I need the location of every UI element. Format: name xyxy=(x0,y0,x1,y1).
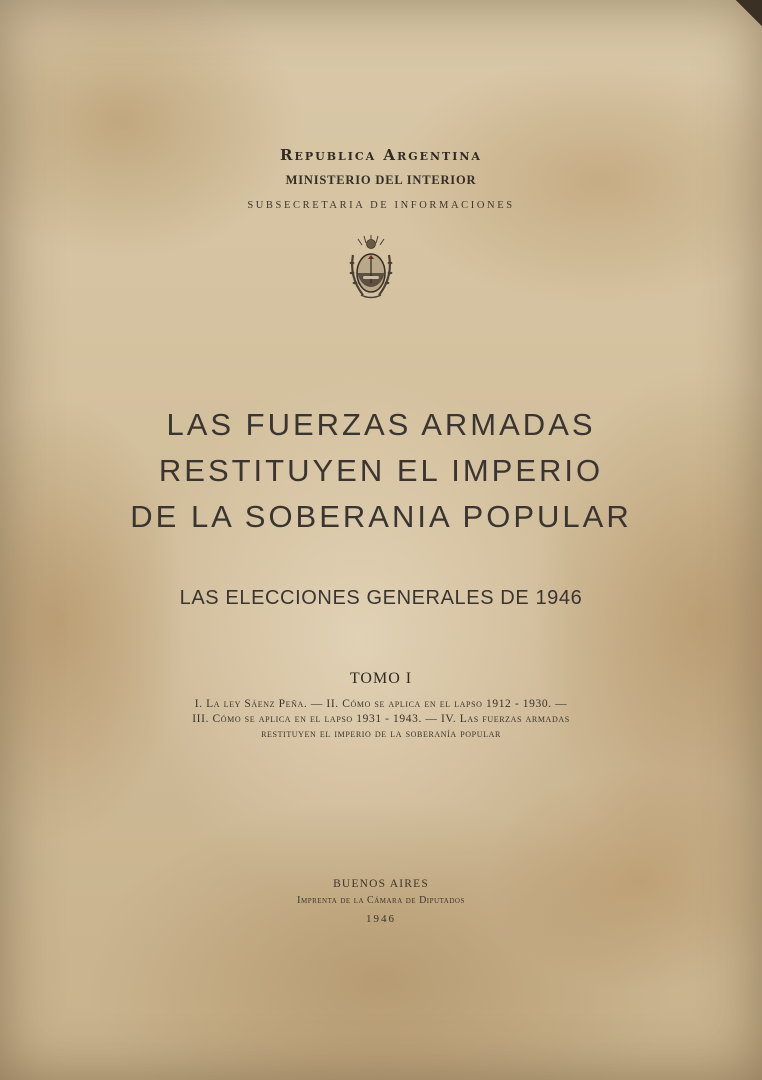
imprint-year: 1946 xyxy=(366,913,396,925)
contents-line-3: restituyen el imperio de la soberanía popular xyxy=(261,728,501,740)
contents-line-2: III. Cómo se aplica en el lapso 1931 - 1943. — IV. Las fuerzas armadas xyxy=(192,713,570,725)
imprint-printer: Imprenta de la Cámara de Diputados xyxy=(297,895,465,906)
main-title xyxy=(0,402,762,540)
office-heading: SUBSECRETARIA DE INFORMACIONES xyxy=(247,200,515,211)
imprint-city: BUENOS AIRES xyxy=(333,878,429,890)
title-line-2: RESTITUYEN EL IMPERIO xyxy=(158,453,604,488)
title-line-3: DE LA SOBERANIA POPULAR xyxy=(130,499,632,534)
contents-line-1: I. La ley Sáenz Peña. — II. Cómo se aplica en el lapso 1912 - 1930. — xyxy=(194,698,568,710)
country-heading: Republica Argentina xyxy=(280,146,482,164)
table-of-contents xyxy=(0,697,762,742)
coat-of-arms-icon xyxy=(347,233,395,303)
ministry-heading: MINISTERIO DEL INTERIOR xyxy=(285,173,477,187)
title-line-1: LAS FUERZAS ARMADAS xyxy=(166,407,596,442)
torn-corner xyxy=(736,0,762,26)
volume-label: TOMO I xyxy=(349,670,413,687)
subtitle: LAS ELECCIONES GENERALES DE 1946 xyxy=(179,587,583,609)
